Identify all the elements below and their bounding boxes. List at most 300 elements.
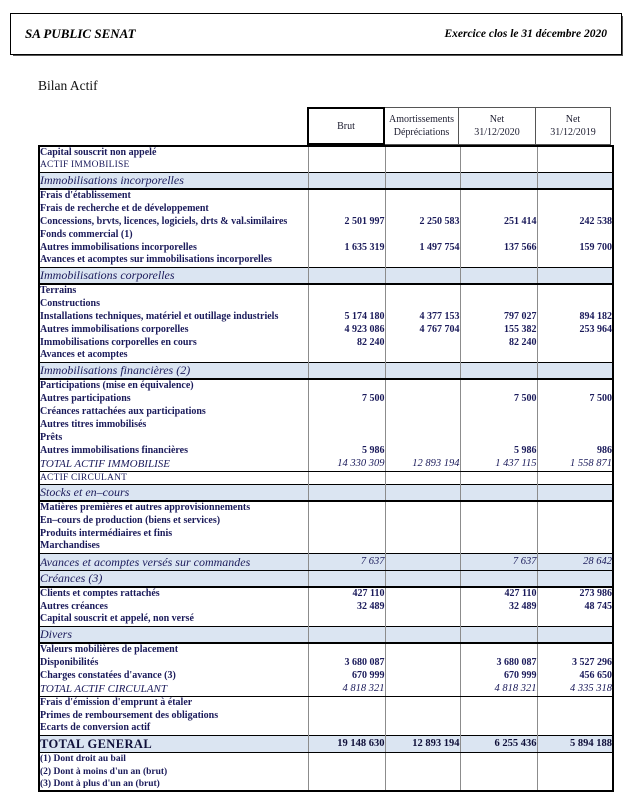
cell-net-2020 [460, 696, 537, 709]
table-row [39, 431, 613, 444]
cell-net-2020 [460, 362, 537, 379]
table-row [39, 405, 613, 418]
cell-net-2020 [460, 540, 537, 553]
column-header-line1: Net [489, 114, 505, 125]
cell-net-2020 [460, 527, 537, 540]
cell-brut: 82 240 [308, 336, 385, 349]
table-row [39, 600, 613, 613]
row-label: Frais de recherche et de développement [40, 202, 209, 214]
table-row [39, 752, 613, 765]
row-label: Disponibilités [40, 656, 99, 668]
cell-net-2019 [537, 172, 613, 189]
row-label: (1) Dont droit au bail [40, 753, 126, 764]
table-row [39, 682, 613, 696]
row-label: TOTAL ACTIF CIRCULANT [39, 682, 308, 696]
cell-net-2020: 1 437 115 [460, 457, 537, 471]
cell-amortissements: 4 377 153 [385, 310, 460, 323]
table-row [39, 643, 613, 656]
cell-amortissements [385, 669, 460, 682]
cell-net-2019 [537, 189, 613, 202]
cell-net-2019: 48 745 [537, 600, 613, 613]
cell-net-2019: 242 538 [537, 215, 613, 228]
column-header-brut [307, 107, 385, 145]
cell-brut: 4 923 086 [308, 323, 385, 336]
cell-brut [308, 613, 385, 626]
cell-net-2020 [460, 405, 537, 418]
cell-brut [308, 362, 385, 379]
column-headers [38, 107, 616, 145]
cell-net-2019 [537, 765, 613, 778]
cell-net-2019 [537, 362, 613, 379]
cell-net-2020 [460, 570, 537, 587]
cell-net-2019 [537, 514, 613, 527]
table-row [39, 696, 613, 709]
cell-net-2019: 4 335 318 [537, 682, 613, 696]
cell-amortissements [385, 626, 460, 643]
cell-net-2019: 253 964 [537, 323, 613, 336]
cell-amortissements [385, 778, 460, 791]
cell-net-2020 [460, 349, 537, 362]
table-row [39, 613, 613, 626]
cell-net-2020: 427 110 [460, 587, 537, 600]
table-row [39, 284, 613, 297]
table-row [39, 189, 613, 202]
cell-brut [308, 570, 385, 587]
cell-net-2020 [460, 379, 537, 392]
cell-net-2019 [537, 613, 613, 626]
cell-amortissements [385, 172, 460, 189]
exercise-close-date: Exercice clos le 31 décembre 2020 [444, 28, 607, 40]
table-row [39, 457, 613, 471]
table-row [39, 553, 613, 570]
cell-brut [308, 540, 385, 553]
cell-amortissements [385, 379, 460, 392]
cell-net-2019: 1 558 871 [537, 457, 613, 471]
cell-net-2019: 28 642 [537, 553, 613, 570]
cell-net-2020 [460, 471, 537, 484]
cell-brut [308, 514, 385, 527]
cell-net-2020 [460, 189, 537, 202]
cell-amortissements [385, 254, 460, 267]
cell-net-2019: 3 527 296 [537, 656, 613, 669]
page-title: Bilan Actif [38, 78, 98, 93]
row-label: Avances et acomptes sur immobilisations incorporelles [40, 254, 272, 266]
cell-amortissements [385, 267, 460, 284]
cell-net-2020 [460, 752, 537, 765]
cell-net-2019 [537, 643, 613, 656]
table-row [39, 310, 613, 323]
row-label: Divers [39, 626, 308, 643]
cell-amortissements [385, 431, 460, 444]
cell-net-2020 [460, 254, 537, 267]
cell-net-2019 [537, 336, 613, 349]
cell-amortissements [385, 656, 460, 669]
cell-net-2020 [460, 765, 537, 778]
row-label: Autres immobilisations financières [40, 444, 188, 456]
row-label: Fonds commercial (1) [40, 228, 133, 240]
cell-net-2019: 456 650 [537, 669, 613, 682]
cell-brut [308, 146, 385, 159]
cell-net-2019 [537, 202, 613, 215]
cell-brut [308, 752, 385, 765]
table-row [39, 527, 613, 540]
cell-amortissements [385, 527, 460, 540]
cell-net-2020 [460, 159, 537, 172]
cell-net-2020: 6 255 436 [460, 735, 537, 752]
cell-brut [308, 159, 385, 172]
cell-brut [308, 297, 385, 310]
cell-net-2020: 32 489 [460, 600, 537, 613]
cell-net-2019 [537, 778, 613, 791]
row-label: ACTIF IMMOBILISE [40, 160, 130, 171]
cell-amortissements [385, 284, 460, 297]
cell-net-2020 [460, 431, 537, 444]
cell-brut: 32 489 [308, 600, 385, 613]
cell-amortissements [385, 553, 460, 570]
row-label: Produits intermédiaires et finis [40, 527, 173, 539]
cell-brut [308, 527, 385, 540]
cell-net-2020 [460, 514, 537, 527]
cell-brut: 3 680 087 [308, 656, 385, 669]
cell-net-2019 [537, 752, 613, 765]
cell-net-2019 [537, 722, 613, 735]
table-row [39, 215, 613, 228]
cell-amortissements: 1 497 754 [385, 241, 460, 254]
cell-net-2019 [537, 159, 613, 172]
cell-brut [308, 471, 385, 484]
row-label: Marchandises [40, 540, 100, 552]
column-header-line1: Net [565, 114, 581, 125]
table-row [39, 722, 613, 735]
column-header-line1: Amortissements [389, 114, 454, 125]
cell-amortissements [385, 336, 460, 349]
cell-net-2019 [537, 471, 613, 484]
row-label: En–cours de production (biens et services) [40, 514, 221, 526]
row-label: Avances et acomptes [40, 349, 128, 361]
table-row [39, 349, 613, 362]
cell-amortissements: 12 893 194 [385, 457, 460, 471]
cell-brut [308, 228, 385, 241]
cell-net-2019 [537, 626, 613, 643]
column-header-net-2020 [458, 107, 536, 145]
table-row [39, 267, 613, 284]
column-header-amortissements [384, 107, 459, 145]
cell-net-2019 [537, 484, 613, 501]
table-row [39, 444, 613, 457]
cell-net-2020 [460, 267, 537, 284]
cell-net-2020: 5 986 [460, 444, 537, 457]
cell-net-2020 [460, 643, 537, 656]
cell-net-2019 [537, 405, 613, 418]
cell-net-2019 [537, 709, 613, 722]
cell-brut [308, 626, 385, 643]
cell-amortissements [385, 189, 460, 202]
cell-net-2020: 155 382 [460, 323, 537, 336]
row-label: TOTAL ACTIF IMMOBILISE [39, 457, 308, 471]
cell-amortissements [385, 540, 460, 553]
cell-brut: 14 330 309 [308, 457, 385, 471]
row-label: Capital souscrit et appelé, non versé [40, 613, 194, 625]
row-label: Avances et acomptes versés sur commandes [39, 553, 308, 570]
cell-net-2019: 7 500 [537, 392, 613, 405]
cell-net-2019: 894 182 [537, 310, 613, 323]
row-label: Autres immobilisations incorporelles [40, 241, 197, 253]
cell-brut [308, 189, 385, 202]
cell-brut [308, 722, 385, 735]
cell-net-2020: 7 500 [460, 392, 537, 405]
cell-brut: 5 174 180 [308, 310, 385, 323]
cell-brut [308, 254, 385, 267]
cell-net-2020 [460, 722, 537, 735]
cell-net-2019 [537, 284, 613, 297]
row-label: Créances (3) [39, 570, 308, 587]
row-label: Immobilisations financières (2) [39, 362, 308, 379]
cell-net-2019 [537, 418, 613, 431]
cell-amortissements [385, 613, 460, 626]
cell-brut [308, 349, 385, 362]
row-label: Concessions, brvts, licences, logiciels, drts & val.similaires [40, 215, 288, 227]
cell-amortissements [385, 297, 460, 310]
cell-net-2019 [537, 146, 613, 159]
cell-brut: 1 635 319 [308, 241, 385, 254]
row-label: Clients et comptes rattachés [40, 588, 160, 599]
cell-amortissements [385, 643, 460, 656]
cell-net-2020: 82 240 [460, 336, 537, 349]
column-header-line2: 31/12/2020 [474, 127, 520, 138]
cell-brut [308, 431, 385, 444]
company-name: SA PUBLIC SENAT [25, 26, 136, 41]
cell-net-2020: 797 027 [460, 310, 537, 323]
cell-amortissements [385, 418, 460, 431]
row-label: Capital souscrit non appelé [40, 147, 157, 158]
cell-net-2019 [537, 696, 613, 709]
cell-brut: 2 501 997 [308, 215, 385, 228]
cell-brut [308, 501, 385, 514]
table-row [39, 323, 613, 336]
table-row [39, 656, 613, 669]
cell-amortissements [385, 146, 460, 159]
table-row [39, 336, 613, 349]
row-label: Prêts [40, 431, 63, 443]
cell-net-2019: 5 894 188 [537, 735, 613, 752]
cell-brut [308, 778, 385, 791]
cell-amortissements [385, 362, 460, 379]
cell-amortissements: 4 767 704 [385, 323, 460, 336]
cell-amortissements: 12 893 194 [385, 735, 460, 752]
bilan-table-body [39, 146, 613, 791]
table-row [39, 626, 613, 643]
cell-amortissements: 2 250 583 [385, 215, 460, 228]
cell-net-2020: 251 414 [460, 215, 537, 228]
cell-amortissements [385, 587, 460, 600]
cell-net-2020 [460, 418, 537, 431]
cell-net-2019 [537, 254, 613, 267]
column-header-spacer [38, 107, 307, 145]
column-header-line2: 31/12/2019 [550, 127, 596, 138]
table-row [39, 241, 613, 254]
cell-amortissements [385, 600, 460, 613]
letterhead [10, 13, 622, 55]
cell-net-2019 [537, 379, 613, 392]
table-row [39, 735, 613, 752]
table-row [39, 418, 613, 431]
row-label: Frais d'émission d'emprunt à étaler [40, 696, 193, 708]
cell-net-2020 [460, 202, 537, 215]
row-label: Installations techniques, matériel et outillage industriels [40, 310, 279, 322]
row-label: Autres titres immobilisés [40, 418, 147, 430]
table-row [39, 146, 613, 159]
row-label: Autres créances [40, 600, 108, 612]
cell-amortissements [385, 696, 460, 709]
cell-amortissements [385, 709, 460, 722]
cell-net-2020: 670 999 [460, 669, 537, 682]
row-label: Frais d'établissement [40, 190, 131, 201]
row-label: Constructions [40, 297, 101, 309]
cell-net-2019 [537, 349, 613, 362]
cell-brut [308, 643, 385, 656]
table-row [39, 254, 613, 267]
table-row [39, 778, 613, 791]
cell-net-2020 [460, 626, 537, 643]
column-header-line2: Dépréciations [393, 127, 450, 138]
cell-amortissements [385, 471, 460, 484]
row-label: Primes de remboursement des obligations [40, 709, 219, 721]
cell-amortissements [385, 514, 460, 527]
cell-net-2019 [537, 540, 613, 553]
cell-amortissements [385, 722, 460, 735]
cell-amortissements [385, 752, 460, 765]
row-label: ACTIF CIRCULANT [40, 472, 128, 483]
table-row [39, 570, 613, 587]
cell-net-2019: 986 [537, 444, 613, 457]
cell-amortissements [385, 765, 460, 778]
cell-net-2020 [460, 172, 537, 189]
cell-net-2020: 137 566 [460, 241, 537, 254]
table-row [39, 540, 613, 553]
cell-brut: 7 637 [308, 553, 385, 570]
row-label: Immobilisations corporelles [39, 267, 308, 284]
cell-brut [308, 172, 385, 189]
cell-brut: 4 818 321 [308, 682, 385, 696]
cell-net-2019 [537, 570, 613, 587]
balance-sheet [38, 107, 616, 792]
row-label: Autres immobilisations corporelles [40, 323, 189, 335]
table-row [39, 202, 613, 215]
cell-brut [308, 284, 385, 297]
cell-net-2020 [460, 484, 537, 501]
row-label: Matières premières et autres approvisionnements [40, 502, 251, 513]
cell-net-2020 [460, 284, 537, 297]
cell-amortissements [385, 202, 460, 215]
table-row [39, 514, 613, 527]
cell-net-2019 [537, 228, 613, 241]
cell-net-2019 [537, 527, 613, 540]
cell-brut [308, 418, 385, 431]
cell-brut [308, 709, 385, 722]
cell-net-2020 [460, 613, 537, 626]
row-label: Valeurs mobilières de placement [40, 644, 179, 655]
cell-brut [308, 484, 385, 501]
table-row [39, 765, 613, 778]
cell-net-2019 [537, 297, 613, 310]
column-header-net-2019 [535, 107, 611, 145]
row-label: Terrains [40, 285, 77, 296]
cell-net-2020 [460, 778, 537, 791]
cell-amortissements [385, 349, 460, 362]
row-label: Stocks et en–cours [39, 484, 308, 501]
cell-brut: 427 110 [308, 587, 385, 600]
table-row [39, 159, 613, 172]
cell-amortissements [385, 159, 460, 172]
cell-amortissements [385, 682, 460, 696]
row-label: Charges constatées d'avance (3) [40, 669, 176, 681]
table-row [39, 172, 613, 189]
table-row [39, 501, 613, 514]
cell-amortissements [385, 405, 460, 418]
cell-net-2020: 7 637 [460, 553, 537, 570]
cell-brut [308, 202, 385, 215]
cell-net-2019 [537, 431, 613, 444]
table-row [39, 587, 613, 600]
table-row [39, 362, 613, 379]
row-label: Immobilisations corporelles en cours [40, 336, 197, 348]
cell-brut: 7 500 [308, 392, 385, 405]
cell-net-2020 [460, 709, 537, 722]
cell-net-2020 [460, 228, 537, 241]
cell-brut: 19 148 630 [308, 735, 385, 752]
cell-net-2020 [460, 501, 537, 514]
table-row [39, 392, 613, 405]
table-row [39, 471, 613, 484]
column-header-line1: Brut [337, 120, 355, 132]
table-row [39, 484, 613, 501]
cell-brut [308, 696, 385, 709]
row-label: (3) Dont à plus d'un an (brut) [40, 779, 160, 789]
bilan-actif-table [38, 145, 614, 792]
cell-amortissements [385, 444, 460, 457]
cell-net-2019 [537, 501, 613, 514]
table-row [39, 228, 613, 241]
row-label: Autres participations [40, 392, 131, 404]
cell-brut [308, 765, 385, 778]
cell-brut: 670 999 [308, 669, 385, 682]
cell-amortissements [385, 392, 460, 405]
cell-net-2020 [460, 297, 537, 310]
cell-net-2020: 3 680 087 [460, 656, 537, 669]
cell-net-2019: 273 986 [537, 587, 613, 600]
table-row [39, 709, 613, 722]
table-row [39, 297, 613, 310]
cell-brut [308, 267, 385, 284]
cell-brut [308, 405, 385, 418]
cell-brut: 5 986 [308, 444, 385, 457]
row-label: (2) Dont à moins d'un an (brut) [40, 766, 168, 777]
cell-amortissements [385, 570, 460, 587]
table-row [39, 379, 613, 392]
cell-net-2019 [537, 267, 613, 284]
row-label: TOTAL GENERAL [39, 735, 308, 752]
row-label: Immobilisations incorporelles [39, 172, 308, 189]
cell-amortissements [385, 501, 460, 514]
cell-net-2019: 159 700 [537, 241, 613, 254]
row-label: Ecarts de conversion actif [40, 722, 151, 734]
row-label: Créances rattachées aux participations [40, 405, 206, 417]
cell-net-2020: 4 818 321 [460, 682, 537, 696]
row-label: Participations (mise en équivalence) [40, 380, 194, 391]
cell-brut [308, 379, 385, 392]
cell-net-2020 [460, 146, 537, 159]
cell-amortissements [385, 228, 460, 241]
